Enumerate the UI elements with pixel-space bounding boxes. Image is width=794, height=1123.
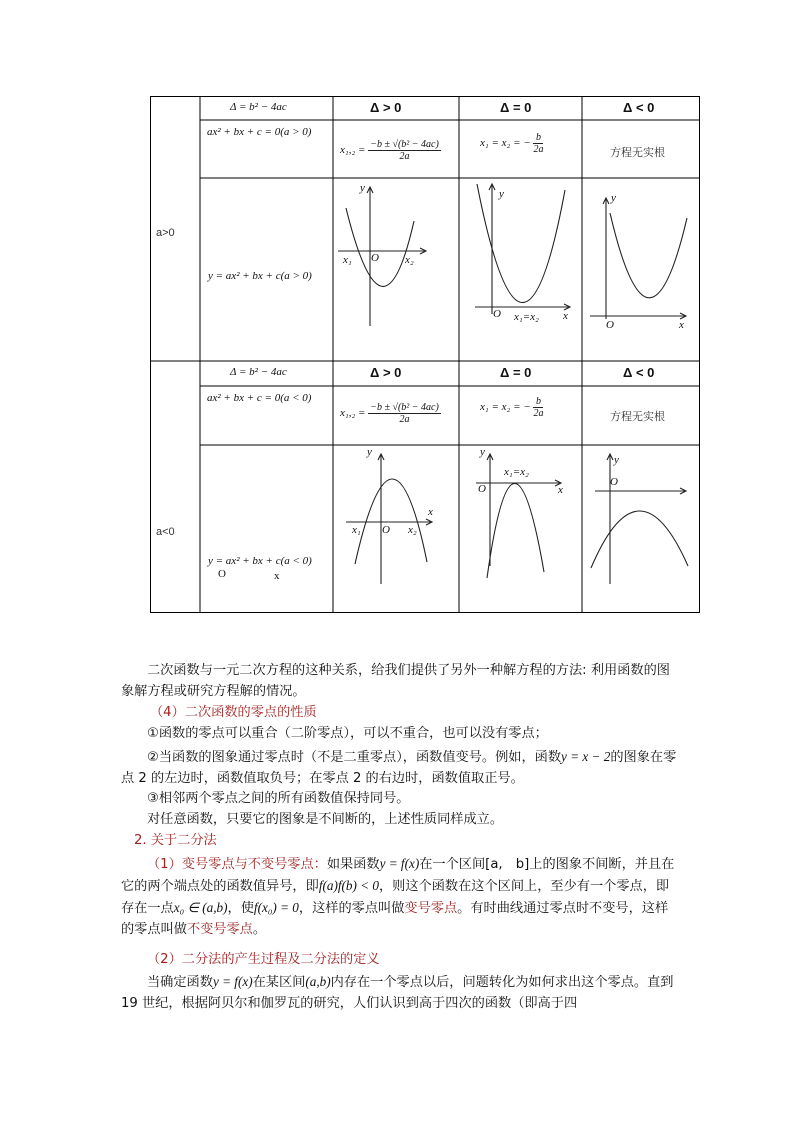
case-delta-negative: Δ < 0	[623, 365, 655, 380]
graph-label-y: y	[480, 446, 485, 458]
graph-label-x2: x₂	[408, 524, 417, 536]
formula-y-equals-x-minus-2: y = x − 2	[561, 749, 611, 764]
roots-formula-numerator: −b ± √(b² − 4ac)	[370, 139, 439, 150]
paragraph-sign-change-zeros: （1）变号零点与不变号零点：如果函数y = f(x)在一个区间[a, b]上的图象不间断，并且在它的两个端点处的函数值异号，即f(a)f(b) < 0，则这个函数在这个区间上，至少有一个零点，即存在一点x₀ ∈ (a,b)，使f(x₀) = 0，这样的零点叫做变号零点。有时曲线通过零点时不变号，这样的零点叫做不变号零点。	[121, 856, 675, 937]
graph-label-origin: O	[382, 524, 390, 536]
case-delta-zero: Δ = 0	[500, 365, 532, 380]
graph-label-origin: O	[478, 483, 486, 495]
equal-roots-numerator: b	[533, 132, 543, 144]
quadratic-comparison-table	[150, 96, 700, 613]
graph-label-origin: O	[371, 252, 379, 264]
parabola-down-one-root	[487, 483, 544, 578]
stray-origin-label: O	[218, 568, 226, 580]
paragraph-bisection-history: 当确定函数y = f(x)在某区间(a,b)内存在一个零点以后，问题转化为如何求出这个零点。直到 19 世纪，根据阿贝尔和伽罗瓦的研究，人们认识到高于四次的函数（即高于四	[121, 974, 674, 1011]
side-label-a-positive: a>0	[156, 227, 175, 239]
graph-label-x1: x₁	[352, 524, 361, 536]
equal-roots-denominator: 2a	[533, 144, 544, 155]
function-a-positive: y = ax² + bx + c(a > 0)	[208, 270, 312, 282]
section-bisection: 2. 关于二分法	[134, 833, 217, 848]
graph-label-origin: O	[493, 308, 501, 320]
equal-roots-numerator: b	[533, 396, 543, 408]
equal-roots-formula	[480, 396, 543, 419]
parabola-up-one-root	[477, 184, 565, 303]
case-delta-zero: Δ = 0	[500, 100, 532, 115]
equal-roots-denominator: 2a	[533, 408, 544, 419]
parabola-up-two-roots	[346, 208, 414, 286]
function-a-negative: y = ax² + bx + c(a < 0)	[208, 555, 312, 567]
no-real-roots-text: 方程无实根	[610, 411, 665, 423]
graph-label-x: x	[679, 319, 684, 331]
paragraph-intro: 二次函数与一元二次方程的这种关系，给我们提供了另外一种解方程的方法: 利用函数的图象解方程或研究方程解的情况。	[121, 663, 670, 699]
term-non-sign-change-zero: 不变号零点	[186, 922, 253, 937]
property-item-3: ③相邻两个零点之间的所有函数值保持同号。	[147, 791, 410, 806]
parabola-up-no-roots	[610, 213, 687, 298]
roots-formula-lhs: x₁,₂ =	[340, 407, 366, 420]
equal-roots-lhs: x₁ = x₂ = −	[480, 401, 531, 414]
graph-label-x1: x₁	[343, 254, 352, 266]
graph-label-x2: x₂	[405, 254, 414, 266]
graph-label-y: y	[367, 446, 372, 458]
equal-roots-formula	[480, 132, 543, 155]
roots-formula-lhs: x₁,₂ =	[340, 144, 366, 157]
case-delta-positive: Δ > 0	[370, 365, 402, 380]
roots-formula-denominator: 2a	[399, 151, 410, 162]
delta-definition: Δ = b² − 4ac	[230, 101, 287, 113]
case-delta-positive: Δ > 0	[370, 100, 402, 115]
graph-label-y: y	[499, 188, 504, 200]
graph-label-origin: O	[606, 319, 614, 331]
roots-formula	[340, 139, 441, 162]
parabola-down-no-roots	[591, 511, 688, 568]
subheading-bisection-definition: （2）二分法的产生过程及二分法的定义	[147, 952, 380, 967]
subheading-sign-change: （1）变号零点与不变号零点：	[147, 857, 327, 872]
roots-formula	[340, 402, 441, 425]
heading-zero-properties: （4）二次函数的零点的性质	[150, 705, 317, 720]
graph-label-origin: O	[610, 476, 618, 488]
graph-label-x1-equals-x2: x₁=x₂	[504, 466, 529, 478]
paragraph-any-function: 对任意函数，只要它的图象是不间断的，上述性质同样成立。	[147, 812, 504, 827]
property-item-1: ①函数的零点可以重合（二阶零点），可以不重合，也可以没有零点；	[147, 726, 548, 741]
stray-x-label: x	[274, 570, 280, 582]
table-grid	[150, 96, 700, 613]
graph-label-y: y	[360, 182, 365, 194]
no-real-roots-text: 方程无实根	[610, 147, 665, 159]
property-item-2: ②当函数的图象通过零点时（不是二重零点），函数值变号。例如，函数y = x − 2的图象在零点 2 的左边时，函数值取负号；在零点 2 的右边时，函数值取正号。	[121, 749, 677, 786]
graph-label-x: x	[428, 506, 433, 518]
roots-formula-denominator: 2a	[399, 414, 410, 425]
roots-formula-numerator: −b ± √(b² − 4ac)	[370, 402, 439, 413]
equal-roots-lhs: x₁ = x₂ = −	[480, 137, 531, 150]
side-label-a-negative: a<0	[156, 526, 175, 538]
delta-definition: Δ = b² − 4ac	[230, 366, 287, 378]
graph-label-x1-equals-x2: x₁=x₂	[514, 311, 539, 323]
graph-label-x: x	[558, 484, 563, 496]
equation-a-positive: ax² + bx + c = 0(a > 0)	[207, 126, 312, 138]
graph-label-y: y	[611, 192, 616, 204]
graph-label-x: x	[563, 310, 568, 322]
case-delta-negative: Δ < 0	[623, 100, 655, 115]
equation-a-negative: ax² + bx + c = 0(a < 0)	[207, 392, 312, 404]
graph-label-y: y	[614, 454, 619, 466]
term-sign-change-zero: 变号零点	[404, 901, 458, 916]
